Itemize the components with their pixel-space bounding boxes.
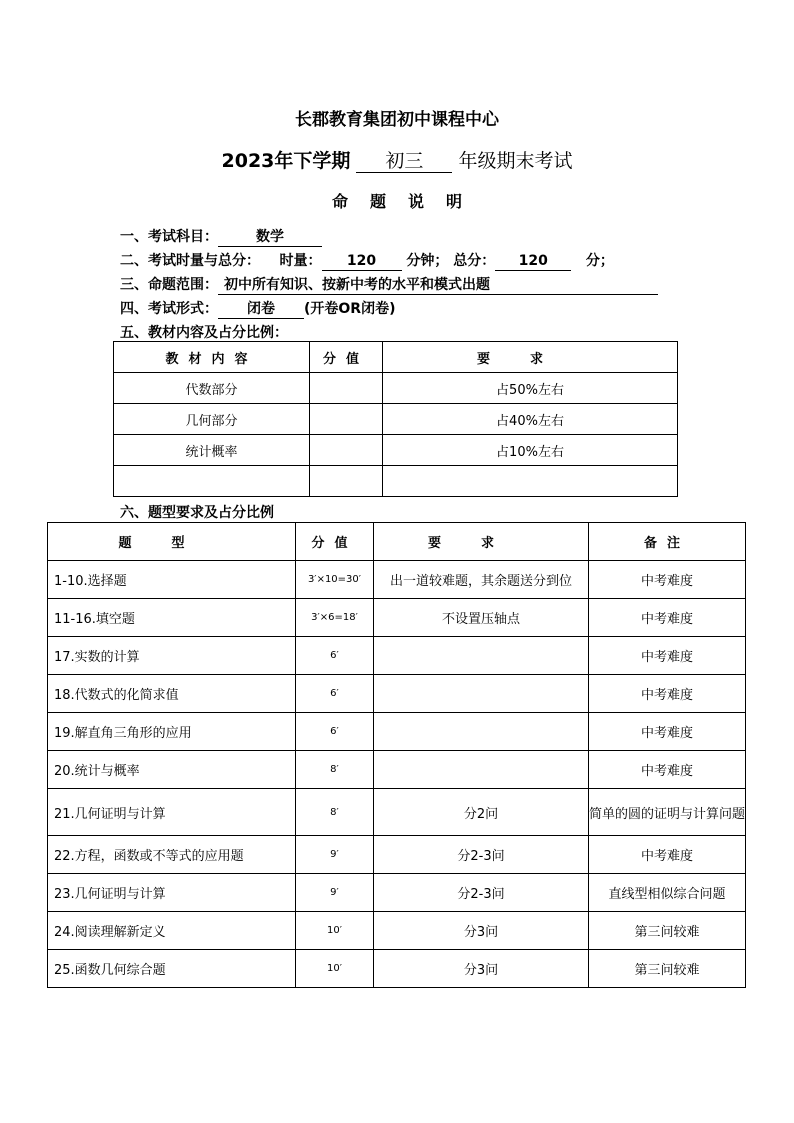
time-value: 120 [322, 252, 402, 271]
table-cell: 占50%左右 [383, 373, 678, 404]
table-cell: 25.函数几何综合题 [48, 950, 296, 988]
table-cell: 6′ [296, 675, 374, 713]
table-cell: 统计概率 [114, 435, 310, 466]
header-cell: 分值 [296, 523, 374, 561]
table-cell [310, 466, 383, 497]
table-cell [374, 751, 589, 789]
score-value: 120 [495, 252, 571, 271]
scope-label: 三、命题范围： [120, 277, 218, 293]
time-line [120, 250, 614, 271]
table-cell: 中考难度 [589, 751, 746, 789]
year-term: 2023年下学期 [221, 150, 351, 172]
table-cell: 中考难度 [589, 675, 746, 713]
table-header-row [48, 523, 746, 561]
table-cell: 出一道较难题，其余题送分到位 [374, 561, 589, 599]
time-prefix: 时量： [279, 253, 322, 269]
subject-value: 数学 [218, 228, 322, 247]
table-cell [310, 435, 383, 466]
table-cell: 分3问 [374, 950, 589, 988]
subject-line [120, 226, 322, 247]
score-unit: 分； [585, 253, 614, 269]
time-unit: 分钟； [406, 253, 449, 269]
form-line [120, 298, 395, 319]
section5-heading: 五、教材内容及占分比例： [120, 325, 288, 341]
form-value: 闭卷 [218, 300, 304, 319]
table-cell: 第三问较难 [589, 912, 746, 950]
table-row [114, 373, 678, 404]
table-row [48, 713, 746, 751]
table-cell: 9′ [296, 874, 374, 912]
question-type-table [47, 522, 746, 988]
table-cell: 几何部分 [114, 404, 310, 435]
table-row [48, 561, 746, 599]
header-cell: 备注 [589, 523, 746, 561]
table-cell: 第三问较难 [589, 950, 746, 988]
subject-label: 一、考试科目： [120, 229, 218, 245]
table-cell: 23.几何证明与计算 [48, 874, 296, 912]
table-cell: 占40%左右 [383, 404, 678, 435]
table-cell: 中考难度 [589, 713, 746, 751]
table-cell: 8′ [296, 789, 374, 836]
table-cell [114, 466, 310, 497]
table-cell: 3′×10=30′ [296, 561, 374, 599]
table-row [48, 950, 746, 988]
table-row [48, 836, 746, 874]
table-cell: 22.方程，函数或不等式的应用题 [48, 836, 296, 874]
scope-value: 初中所有知识、按新中考的水平和模式出题 [218, 276, 658, 295]
exam-name: 年级期末考试 [458, 150, 573, 172]
header-cell: 要求 [374, 523, 589, 561]
org-title: 长郡教育集团初中课程中心 [295, 110, 499, 130]
table-cell: 中考难度 [589, 599, 746, 637]
scope-line [120, 274, 658, 295]
table-row [48, 789, 746, 836]
table-cell [374, 675, 589, 713]
exam-title [0, 146, 794, 173]
section6-heading: 六、题型要求及占分比例 [120, 505, 274, 521]
table-cell: 20.统计与概率 [48, 751, 296, 789]
table-cell: 3′×6=18′ [296, 599, 374, 637]
table-cell: 10′ [296, 912, 374, 950]
header-cell: 教材内容 [114, 342, 310, 373]
header-cell: 分值 [310, 342, 383, 373]
table-cell: 分2问 [374, 789, 589, 836]
table-cell: 中考难度 [589, 637, 746, 675]
table-row [114, 404, 678, 435]
table-cell: 18.代数式的化简求值 [48, 675, 296, 713]
table-cell: 6′ [296, 637, 374, 675]
table-row [114, 466, 678, 497]
table-header-row [114, 342, 678, 373]
table-row [114, 435, 678, 466]
time-label: 二、考试时量与总分： [120, 253, 260, 269]
table-row [48, 751, 746, 789]
table-cell [374, 637, 589, 675]
form-note: (开卷OR闭卷) [304, 301, 396, 317]
table-cell: 代数部分 [114, 373, 310, 404]
table-cell: 8′ [296, 751, 374, 789]
form-label: 四、考试形式： [120, 301, 218, 317]
table-row [48, 675, 746, 713]
header-cell: 题型 [48, 523, 296, 561]
table-cell: 分2-3问 [374, 874, 589, 912]
table-cell [383, 466, 678, 497]
table-cell: 9′ [296, 836, 374, 874]
table-cell: 中考难度 [589, 836, 746, 874]
content-ratio-table [113, 341, 678, 497]
table-row [48, 912, 746, 950]
doc-title: 命题说明 [331, 192, 484, 211]
grade-field: 初三 [356, 150, 452, 173]
table-row [48, 637, 746, 675]
table-cell: 不设置压轴点 [374, 599, 589, 637]
table-cell: 17.实数的计算 [48, 637, 296, 675]
table-cell: 11-16.填空题 [48, 599, 296, 637]
table-cell: 6′ [296, 713, 374, 751]
table-cell: 中考难度 [589, 561, 746, 599]
table-cell [310, 404, 383, 435]
table-cell: 占10%左右 [383, 435, 678, 466]
table-row [48, 599, 746, 637]
table-cell: 24.阅读理解新定义 [48, 912, 296, 950]
table-cell [374, 713, 589, 751]
table-cell: 19.解直角三角形的应用 [48, 713, 296, 751]
table-cell: 分2-3问 [374, 836, 589, 874]
score-prefix: 总分： [453, 253, 496, 269]
table-cell: 分3问 [374, 912, 589, 950]
table-cell: 1-10.选择题 [48, 561, 296, 599]
header-cell: 要求 [383, 342, 678, 373]
table-cell: 10′ [296, 950, 374, 988]
table-cell: 简单的圆的证明与计算问题 [589, 789, 746, 836]
table-cell: 直线型相似综合问题 [589, 874, 746, 912]
table-cell: 21.几何证明与计算 [48, 789, 296, 836]
table-row [48, 874, 746, 912]
table-cell [310, 373, 383, 404]
